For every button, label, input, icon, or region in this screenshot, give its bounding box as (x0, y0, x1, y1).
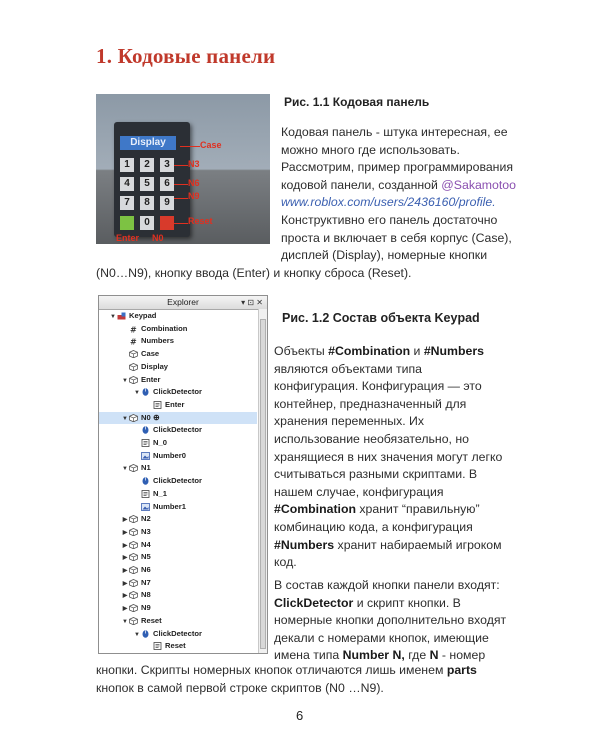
part-icon (129, 565, 141, 574)
tree-item-label: Reset (165, 641, 186, 651)
key-1: 1 (120, 158, 134, 172)
tree-item-label: Combination (141, 323, 188, 333)
page-number: 6 (296, 708, 304, 723)
profile-link[interactable]: www.roblox.com/users/2436160/profile. (281, 195, 496, 210)
keypad-image (96, 94, 270, 244)
key-9: 9 (160, 196, 174, 210)
clickdetector-icon (141, 629, 153, 638)
tree-item[interactable] (99, 577, 257, 590)
part-icon (129, 463, 141, 472)
tree-item[interactable] (99, 399, 257, 412)
expand-arrow-icon[interactable]: ▼ (122, 466, 128, 473)
tree-item-label: N0 (141, 412, 151, 422)
expand-arrow-icon[interactable]: ▼ (122, 415, 128, 422)
tree-item-label: N7 (141, 577, 151, 587)
svg-text:#: # (130, 325, 137, 333)
tree-item[interactable] (99, 424, 257, 437)
collapse-arrow-icon[interactable]: ▶ (122, 593, 128, 600)
key-8: 8 (140, 196, 154, 210)
key-4: 4 (120, 177, 134, 191)
tree-item-label: ClickDetector (153, 476, 202, 486)
tree-item-label: N2 (141, 514, 151, 524)
part-icon (129, 362, 141, 371)
tree-item-label: N_1 (153, 488, 167, 498)
buttons-paragraph: В состав каждой кнопки панели входят: ClickDetector и скрипт кнопки. В номерные кнопки дополнительно входят декали с номерами кнопок, имеющие имена типа Number N, где N - номер (274, 578, 507, 663)
tree-item[interactable] (99, 348, 257, 361)
expand-arrow-icon[interactable]: ▼ (134, 390, 140, 397)
part-icon (129, 349, 141, 358)
key-2: 2 (140, 158, 154, 172)
model-icon (117, 311, 129, 320)
intro-paragraph-cont: (N0…N9), кнопку ввода (Enter) и кнопку сброса (Reset). (96, 266, 412, 280)
expand-arrow-icon[interactable]: ▼ (110, 314, 116, 320)
buttons-paragraph-cont: кнопки. Скрипты номерных кнопок отличаются лишь именем parts кнопок в самой первой строке скриптов (N0 …N9). (96, 663, 477, 695)
part-icon (129, 514, 141, 523)
tree-item[interactable] (99, 323, 257, 336)
tree-item-label: Number1 (153, 501, 186, 511)
part-icon (129, 578, 141, 587)
tree-item[interactable] (99, 450, 257, 463)
explorer-title-bar (99, 296, 267, 310)
part-icon (129, 540, 141, 549)
tree-item[interactable] (99, 551, 257, 564)
figure-caption: Рис. 1.1 Кодовая панель (284, 95, 430, 109)
tree-item[interactable] (99, 513, 257, 526)
explorer-title: Explorer (167, 297, 199, 307)
tree-item-label: Reset (141, 615, 162, 625)
callout-line (174, 165, 188, 166)
callout-line (174, 198, 188, 199)
tree-item[interactable] (99, 437, 257, 450)
tree-item[interactable] (99, 615, 257, 628)
tree-item-label: Enter (165, 399, 185, 409)
tree-item[interactable] (99, 539, 257, 552)
collapse-arrow-icon[interactable]: ▶ (122, 555, 128, 562)
tree-item-label: N5 (141, 552, 151, 562)
tree-item-label: N_0 (153, 438, 167, 447)
key-6: 6 (160, 177, 174, 191)
callout-reset: Reset (188, 216, 213, 226)
tree-item-label: ClickDetector (153, 425, 202, 435)
collapse-arrow-icon[interactable]: ▶ (122, 542, 128, 549)
tree-item-label: Enter (141, 374, 161, 384)
clickdetector-icon (141, 425, 153, 434)
key-7: 7 (120, 196, 134, 210)
tree-item-label: Display (141, 361, 169, 371)
script-icon (153, 641, 165, 650)
tree-item-label: N4 (141, 539, 151, 549)
part-icon (129, 603, 141, 612)
key-enter (120, 216, 134, 230)
collapse-arrow-icon[interactable]: ▶ (122, 517, 128, 524)
callout-line (174, 223, 188, 224)
callout-line (180, 146, 200, 147)
callout-n6: N6 (188, 178, 200, 188)
tree-item[interactable] (99, 640, 257, 653)
tree-item[interactable] (99, 310, 257, 323)
tree-item[interactable] (99, 462, 257, 475)
tree-item[interactable] (99, 488, 257, 501)
callout-n9: N9 (188, 191, 200, 201)
callout-n0: N0 (152, 233, 164, 243)
tree-item[interactable] (99, 564, 257, 577)
clickdetector-icon (141, 476, 153, 485)
tree-item-label: N6 (141, 565, 151, 574)
tree-item-label: Numbers (141, 336, 174, 346)
part-icon (129, 590, 141, 599)
config-paragraph: Объекты #Combination и #Numbers являются объектами типа конфигурация. Конфигурация — это контейнер, предназначенный для хранения переменных. Их использование необязательно, но хранящиеся в них значения могут легко считываться разными скриптами. В нашем случае, конфигурация #Combination хранит “правильную” комбинацию кода, а конфигурация #Numbers хранит набираемый игроком код. (274, 344, 503, 570)
collapse-arrow-icon[interactable]: ▶ (122, 580, 128, 587)
author-mention[interactable]: @Sakamotoo (441, 177, 516, 192)
key-0: 0 (140, 216, 154, 230)
tree-item[interactable] (99, 501, 257, 514)
tree-item-label: ClickDetector (153, 387, 202, 397)
callout-enter: Enter (116, 233, 140, 243)
tree-item[interactable] (99, 335, 257, 348)
collapse-arrow-icon[interactable]: ▶ (122, 529, 128, 536)
tree-item[interactable] (99, 526, 257, 539)
callout-case: Case (200, 140, 222, 150)
configuration-icon (129, 324, 141, 333)
key-3: 3 (160, 158, 174, 172)
tree-item-label: Case (141, 349, 160, 359)
key-reset (160, 216, 174, 230)
tree-item[interactable] (99, 589, 257, 602)
tree-item-label: N9 (141, 603, 151, 613)
part-icon (129, 413, 141, 422)
tree-item[interactable] (99, 602, 257, 615)
tree-item[interactable] (99, 386, 257, 399)
scrollbar-thumb[interactable] (260, 319, 266, 649)
expand-arrow-icon[interactable]: ▼ (134, 631, 140, 638)
part-icon (129, 375, 141, 384)
add-object-icon[interactable]: ⊕ (150, 412, 160, 422)
collapse-arrow-icon[interactable]: ▶ (122, 568, 128, 574)
tree-item-label: N1 (141, 463, 151, 473)
expand-arrow-icon[interactable]: ▼ (122, 618, 128, 625)
clickdetector-icon (141, 387, 153, 396)
figure-caption: Рис. 1.2 Состав объекта Keypad (282, 311, 480, 325)
tree-item-label: Keypad (129, 311, 157, 320)
keypad-body (114, 122, 190, 237)
key-5: 5 (140, 177, 154, 191)
callout-n3: N3 (188, 159, 200, 169)
tree-item-label: N3 (141, 526, 151, 536)
tree-item[interactable] (99, 475, 257, 488)
part-icon (129, 616, 141, 625)
tree-item[interactable] (99, 412, 257, 425)
script-icon (141, 489, 153, 498)
configuration-icon (129, 336, 141, 345)
svg-text:#: # (130, 337, 137, 346)
keypad-display: Display (120, 136, 176, 150)
script-icon (153, 400, 165, 409)
part-icon (129, 527, 141, 536)
tree-item-label: N8 (141, 590, 151, 600)
explorer-window-controls[interactable]: ▾ ⊡ ✕ (241, 298, 263, 307)
part-icon (129, 552, 141, 561)
collapse-arrow-icon[interactable]: ▶ (122, 606, 128, 613)
decal-icon (141, 451, 153, 460)
section-heading: 1. Кодовые панели (96, 44, 276, 68)
tree-item-label: Number0 (153, 450, 186, 460)
callout-line (174, 184, 188, 185)
tree-item-label: ClickDetector (153, 628, 202, 638)
expand-arrow-icon[interactable]: ▼ (122, 377, 128, 384)
script-icon (141, 438, 153, 447)
explorer-scrollbar[interactable] (258, 309, 267, 653)
tree-item[interactable] (99, 361, 257, 374)
decal-icon (141, 502, 153, 511)
intro-paragraph: Кодовая панель - штука интересная, ее можно много где использовать. Рассмотрим, пример программирования кодовой панели, созданной @Sakamotoo www.roblox.com/users/2436160/profile. Конструктивно его панель достаточно проста и включает в себя корпус (Case), дисплей (Display), номерные кнопки (281, 125, 516, 263)
tree-item[interactable] (99, 628, 257, 641)
explorer-panel (98, 295, 268, 654)
tree-item[interactable] (99, 374, 257, 387)
